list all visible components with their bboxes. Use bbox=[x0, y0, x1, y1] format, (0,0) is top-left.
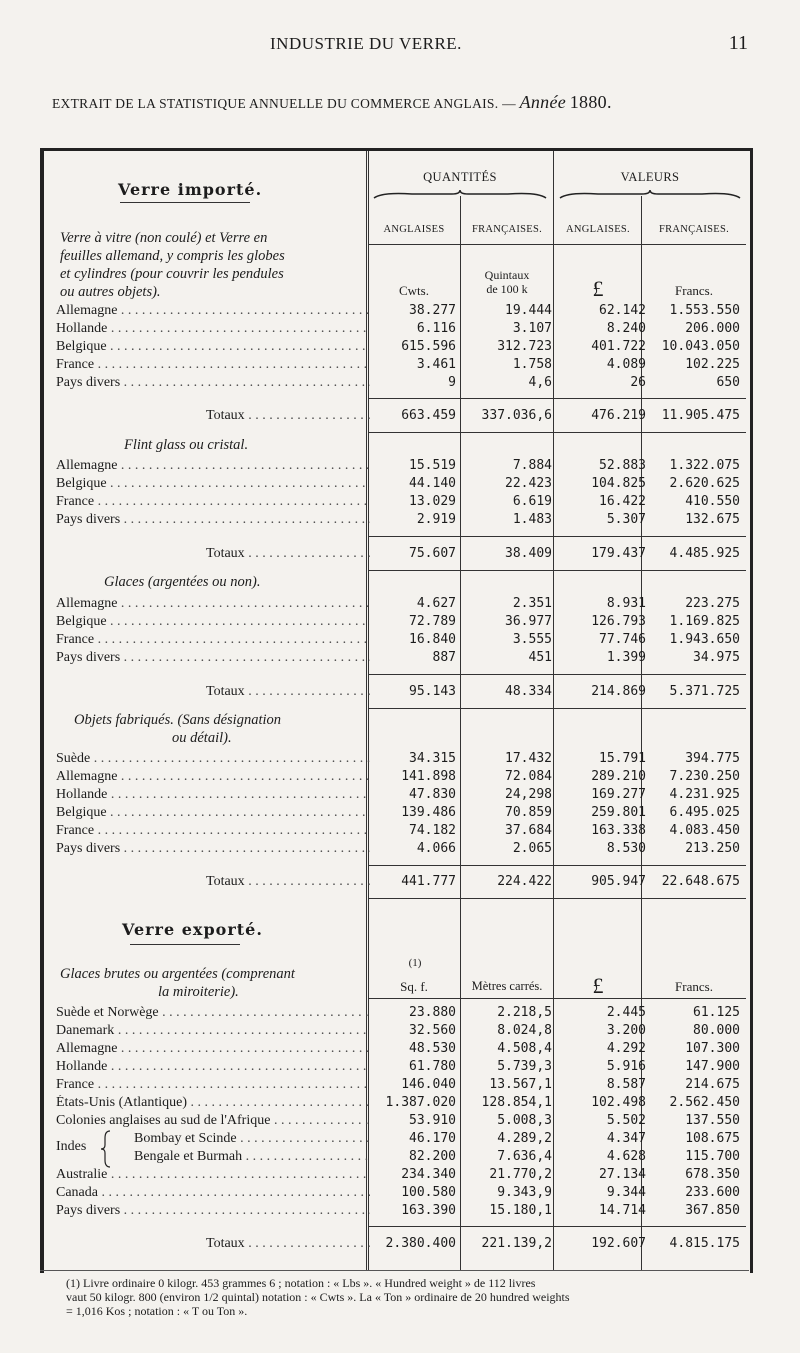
cell: 3.555 bbox=[512, 632, 552, 647]
cell: 77.746 bbox=[599, 632, 646, 647]
cell: 4.485.925 bbox=[669, 546, 740, 561]
cell: 1.758 bbox=[512, 357, 552, 372]
cell: 2.351 bbox=[512, 596, 552, 611]
row-label: Pays divers . . . bbox=[56, 512, 370, 528]
row-label: Hollande . . . bbox=[56, 787, 370, 803]
cell: 4.089 bbox=[606, 357, 646, 372]
cell: 5.502 bbox=[606, 1113, 646, 1128]
row-label: France . . . bbox=[56, 1077, 370, 1093]
total-label: Totaux . . . bbox=[206, 684, 370, 700]
table-row bbox=[56, 805, 746, 823]
cell: 615.596 bbox=[401, 339, 456, 354]
cell: 16.840 bbox=[409, 632, 456, 647]
total-rule bbox=[368, 865, 746, 866]
cell: 10.043.050 bbox=[661, 339, 740, 354]
subheader-francaises-valeurs: FRANÇAISES. bbox=[658, 224, 730, 235]
subheader-anglaises-valeurs: ANGLAISES. bbox=[566, 224, 630, 235]
cell: 15.519 bbox=[409, 458, 456, 473]
cell: 1.169.825 bbox=[669, 614, 740, 629]
table-row bbox=[56, 841, 746, 859]
cell: 27.134 bbox=[599, 1167, 646, 1182]
row-label: Danemark . . . bbox=[56, 1023, 370, 1039]
cell: 7.230.250 bbox=[669, 769, 740, 784]
cell: 367.850 bbox=[685, 1203, 740, 1218]
cell: 8.587 bbox=[606, 1077, 646, 1092]
table-row bbox=[56, 357, 746, 375]
table-caption bbox=[52, 92, 752, 113]
cell: 72.084 bbox=[505, 769, 552, 784]
cell: 146.040 bbox=[401, 1077, 456, 1092]
table-row bbox=[56, 321, 746, 339]
cell: 5.916 bbox=[606, 1059, 646, 1074]
table-row bbox=[56, 1167, 746, 1185]
total-label: Totaux . . . bbox=[206, 546, 370, 562]
unit-sq-feet: Sq. f. bbox=[400, 979, 428, 994]
total-row bbox=[56, 874, 746, 892]
row-label: Allemagne . . . bbox=[56, 458, 370, 474]
row-label: France . . . bbox=[56, 632, 370, 648]
row-label: Allemagne . . . bbox=[56, 1041, 370, 1057]
row-label: Belgique . . . bbox=[56, 476, 370, 492]
cell: 38.409 bbox=[505, 546, 552, 561]
table-row bbox=[56, 1041, 746, 1059]
table-row bbox=[56, 512, 746, 530]
cell: 44.140 bbox=[409, 476, 456, 491]
cell: 7.636,4 bbox=[497, 1149, 552, 1164]
cell: 394.775 bbox=[685, 751, 740, 766]
total-label: Totaux . . . bbox=[206, 1236, 370, 1252]
cell: 37.684 bbox=[505, 823, 552, 838]
cell: 1.943.650 bbox=[669, 632, 740, 647]
cell: 1.553.550 bbox=[669, 303, 740, 318]
indes-label: Indes bbox=[56, 1139, 87, 1154]
table-row bbox=[56, 1077, 746, 1095]
total-rule bbox=[368, 708, 746, 709]
unit-francs: Francs. bbox=[675, 979, 713, 994]
row-label: Colonies anglaises au sud de l'Afrique . . . bbox=[56, 1113, 370, 1129]
cell: 15.791 bbox=[599, 751, 646, 766]
cell: 21.770,2 bbox=[489, 1167, 552, 1182]
table-row bbox=[56, 375, 746, 393]
cell: 17.432 bbox=[505, 751, 552, 766]
cell: 163.390 bbox=[401, 1203, 456, 1218]
table-row bbox=[56, 339, 746, 357]
total-label: Totaux . . . bbox=[206, 408, 370, 424]
cell: 8.024,8 bbox=[497, 1023, 552, 1038]
cell: 451 bbox=[528, 650, 552, 665]
cell: 4.508,4 bbox=[497, 1041, 552, 1056]
cell: 53.910 bbox=[409, 1113, 456, 1128]
cell: 36.977 bbox=[505, 614, 552, 629]
cell: 289.210 bbox=[591, 769, 646, 784]
table-row bbox=[56, 769, 746, 787]
cell: 3.461 bbox=[416, 357, 456, 372]
total-rule bbox=[368, 898, 746, 899]
table-row bbox=[56, 1185, 746, 1203]
table-row bbox=[56, 823, 746, 841]
table-row bbox=[56, 787, 746, 805]
row-label: Australie . . . bbox=[56, 1167, 370, 1183]
brace-icon bbox=[100, 1130, 112, 1168]
footnote-line: (1) Livre ordinaire 0 kilogr. 453 grammes 6 ; notation : « Lbs ». « Hundred weight » de 112 livres bbox=[66, 1276, 536, 1290]
row-label: Hollande . . . bbox=[56, 321, 370, 337]
footnote-line: vaut 50 kilogr. 800 (environ 1/2 quintal) notation : « Cwts ». La « Ton » ordinaire de 20 hundred weights bbox=[66, 1290, 570, 1304]
header-rule bbox=[368, 244, 746, 245]
group-title: Flint glass ou cristal. bbox=[124, 437, 249, 453]
cell: 1.483 bbox=[512, 512, 552, 527]
cell: 104.825 bbox=[591, 476, 646, 491]
table-row bbox=[56, 632, 746, 650]
caption-year: 1880. bbox=[569, 92, 612, 112]
total-rule bbox=[368, 1226, 746, 1227]
cell: 905.947 bbox=[591, 874, 646, 889]
group-title: feuilles allemand, y compris les globes bbox=[60, 248, 285, 264]
cell: 206.000 bbox=[685, 321, 740, 336]
cell: 32.560 bbox=[409, 1023, 456, 1038]
cell: 126.793 bbox=[591, 614, 646, 629]
section-title-imported: Verre importé. bbox=[118, 180, 263, 199]
header-rule bbox=[368, 998, 746, 999]
cell: 4.627 bbox=[416, 596, 456, 611]
cell: 13.029 bbox=[409, 494, 456, 509]
caption-year-label: Année bbox=[519, 92, 567, 112]
cell: 9.344 bbox=[606, 1185, 646, 1200]
cell: 233.600 bbox=[685, 1185, 740, 1200]
cell: 2.065 bbox=[512, 841, 552, 856]
cell: 141.898 bbox=[401, 769, 456, 784]
cell: 337.036,6 bbox=[481, 408, 552, 423]
total-label: Totaux . . . bbox=[206, 874, 370, 890]
cell: 16.422 bbox=[599, 494, 646, 509]
cell: 75.607 bbox=[409, 546, 456, 561]
table-row bbox=[56, 494, 746, 512]
cell: 650 bbox=[716, 375, 740, 390]
cell: 34.315 bbox=[409, 751, 456, 766]
cell: 23.880 bbox=[409, 1005, 456, 1020]
cell: 9.343,9 bbox=[497, 1185, 552, 1200]
cell: 95.143 bbox=[409, 684, 456, 699]
row-label: Pays divers . . . bbox=[56, 1203, 370, 1219]
total-row bbox=[56, 408, 746, 426]
group-title: Verre à vitre (non coulé) et Verre en bbox=[60, 230, 268, 246]
unit-francs: Francs. bbox=[675, 283, 713, 298]
running-head bbox=[0, 34, 800, 58]
table-bottom-rule bbox=[40, 1270, 749, 1271]
cell: 72.789 bbox=[409, 614, 456, 629]
cell: 2.620.625 bbox=[669, 476, 740, 491]
cell: 1.387.020 bbox=[385, 1095, 456, 1110]
cell: 48.530 bbox=[409, 1041, 456, 1056]
row-label: France . . . bbox=[56, 357, 370, 373]
cell: 4.066 bbox=[416, 841, 456, 856]
cell: 663.459 bbox=[401, 408, 456, 423]
table-row bbox=[56, 1059, 746, 1077]
cell: 259.801 bbox=[591, 805, 646, 820]
group-title: ou détail). bbox=[172, 730, 232, 746]
cell: 410.550 bbox=[685, 494, 740, 509]
cell: 24,298 bbox=[505, 787, 552, 802]
cell: 5.008,3 bbox=[497, 1113, 552, 1128]
table-row bbox=[56, 1005, 746, 1023]
footnote-marker: (1) bbox=[408, 957, 422, 969]
cell: 9 bbox=[448, 375, 456, 390]
page-number: 11 bbox=[728, 32, 748, 54]
row-label: Allemagne . . . bbox=[56, 596, 370, 612]
total-row bbox=[56, 684, 746, 702]
cell: 82.200 bbox=[409, 1149, 456, 1164]
cell: 19.444 bbox=[505, 303, 552, 318]
row-label: France . . . bbox=[56, 823, 370, 839]
cell: 132.675 bbox=[685, 512, 740, 527]
cell: 8.530 bbox=[606, 841, 646, 856]
group-title: ou autres objets). bbox=[60, 284, 161, 300]
row-label: Pays divers . . . bbox=[56, 650, 370, 666]
row-label: Bengale et Burmah . . . bbox=[134, 1149, 370, 1165]
cell: 4.815.175 bbox=[669, 1236, 740, 1251]
cell: 7.884 bbox=[512, 458, 552, 473]
cell: 5.307 bbox=[606, 512, 646, 527]
cell: 2.380.400 bbox=[385, 1236, 456, 1251]
subheader-francaises-quantites: FRANÇAISES. bbox=[471, 224, 543, 235]
cell: 139.486 bbox=[401, 805, 456, 820]
cell: 163.338 bbox=[591, 823, 646, 838]
cell: 213.250 bbox=[685, 841, 740, 856]
cell: 223.275 bbox=[685, 596, 740, 611]
table-row bbox=[56, 1203, 746, 1221]
unit-cwts: Cwts. bbox=[399, 283, 429, 298]
row-label: Suède . . . bbox=[56, 751, 370, 767]
cell: 441.777 bbox=[401, 874, 456, 889]
cell: 4.231.925 bbox=[669, 787, 740, 802]
cell: 8.240 bbox=[606, 321, 646, 336]
cell: 5.739,3 bbox=[497, 1059, 552, 1074]
total-row bbox=[56, 546, 746, 564]
cell: 179.437 bbox=[591, 546, 646, 561]
cell: 115.700 bbox=[685, 1149, 740, 1164]
cell: 107.300 bbox=[685, 1041, 740, 1056]
row-label: Belgique . . . bbox=[56, 805, 370, 821]
title-underline bbox=[120, 202, 250, 203]
cell: 4.289,2 bbox=[497, 1131, 552, 1146]
cell: 2.562.450 bbox=[669, 1095, 740, 1110]
total-rule bbox=[368, 570, 746, 571]
cell: 100.580 bbox=[401, 1185, 456, 1200]
cell: 1.399 bbox=[606, 650, 646, 665]
subheader-anglaises-quantites: ANGLAISES bbox=[383, 224, 445, 235]
cell: 15.180,1 bbox=[489, 1203, 552, 1218]
cell: 887 bbox=[432, 650, 456, 665]
cell: 52.883 bbox=[599, 458, 646, 473]
running-title: INDUSTRIE DU VERRE. bbox=[270, 34, 462, 53]
cell: 3.107 bbox=[512, 321, 552, 336]
cell: 401.722 bbox=[591, 339, 646, 354]
row-label: Belgique . . . bbox=[56, 614, 370, 630]
cell: 6.619 bbox=[512, 494, 552, 509]
cell: 4.083.450 bbox=[669, 823, 740, 838]
table-row bbox=[56, 650, 746, 668]
table-row bbox=[134, 1131, 746, 1149]
cell: 128.854,1 bbox=[481, 1095, 552, 1110]
cell: 214.869 bbox=[591, 684, 646, 699]
cell: 234.340 bbox=[401, 1167, 456, 1182]
unit-quintaux-detail: de 100 k bbox=[486, 282, 528, 296]
cell: 48.334 bbox=[505, 684, 552, 699]
row-label: Suède et Norwège . . . bbox=[56, 1005, 370, 1021]
cell: 14.714 bbox=[599, 1203, 646, 1218]
row-label: Pays divers . . . bbox=[56, 375, 370, 391]
header-brace bbox=[558, 190, 742, 200]
cell: 13.567,1 bbox=[489, 1077, 552, 1092]
cell: 74.182 bbox=[409, 823, 456, 838]
cell: 137.550 bbox=[685, 1113, 740, 1128]
total-rule bbox=[368, 674, 746, 675]
row-label: Canada . . . bbox=[56, 1185, 370, 1201]
total-rule bbox=[368, 536, 746, 537]
cell: 46.170 bbox=[409, 1131, 456, 1146]
total-row bbox=[56, 1236, 746, 1254]
unit-quintaux: Quintaux bbox=[484, 268, 530, 282]
cell: 221.139,2 bbox=[481, 1236, 552, 1251]
unit-square-metres: Mètres carrés. bbox=[471, 979, 543, 993]
table-row bbox=[56, 1023, 746, 1041]
total-rule bbox=[368, 432, 746, 433]
cell: 4.628 bbox=[606, 1149, 646, 1164]
table-row bbox=[56, 751, 746, 769]
cell: 6.116 bbox=[416, 321, 456, 336]
group-title: et cylindres (pour couvrir les pendules bbox=[60, 266, 284, 282]
cell: 102.225 bbox=[685, 357, 740, 372]
row-label: Bombay et Scinde . . . bbox=[134, 1131, 370, 1147]
cell: 214.675 bbox=[685, 1077, 740, 1092]
row-label: Allemagne . . . bbox=[56, 769, 370, 785]
cell: 62.142 bbox=[599, 303, 646, 318]
table-row bbox=[56, 458, 746, 476]
cell: 61.125 bbox=[693, 1005, 740, 1020]
group-title: Objets fabriqués. (Sans désignation bbox=[74, 712, 282, 728]
footnote bbox=[66, 1276, 746, 1318]
caption-text: EXTRAIT DE LA STATISTIQUE ANNUELLE DU COMMERCE ANGLAIS. — bbox=[52, 96, 516, 111]
cell: 312.723 bbox=[497, 339, 552, 354]
cell: 147.900 bbox=[685, 1059, 740, 1074]
cell: 4.292 bbox=[606, 1041, 646, 1056]
group-title: Glaces brutes ou argentées (comprenant bbox=[60, 966, 295, 982]
cell: 11.905.475 bbox=[661, 408, 740, 423]
row-label: France . . . bbox=[56, 494, 370, 510]
cell: 38.277 bbox=[409, 303, 456, 318]
table-row bbox=[56, 1113, 746, 1131]
table-row bbox=[56, 303, 746, 321]
cell: 169.277 bbox=[591, 787, 646, 802]
cell: 70.859 bbox=[505, 805, 552, 820]
cell: 3.200 bbox=[606, 1023, 646, 1038]
cell: 2.218,5 bbox=[497, 1005, 552, 1020]
cell: 4.347 bbox=[606, 1131, 646, 1146]
cell: 4,6 bbox=[528, 375, 552, 390]
table-row bbox=[56, 476, 746, 494]
cell: 5.371.725 bbox=[669, 684, 740, 699]
cell: 224.422 bbox=[497, 874, 552, 889]
section-title-exported: Verre exporté. bbox=[122, 920, 263, 939]
cell: 1.322.075 bbox=[669, 458, 740, 473]
cell: 80.000 bbox=[693, 1023, 740, 1038]
cell: 47.830 bbox=[409, 787, 456, 802]
cell: 2.445 bbox=[606, 1005, 646, 1020]
cell: 22.648.675 bbox=[661, 874, 740, 889]
header-brace bbox=[372, 190, 548, 200]
group-title: Glaces (argentées ou non). bbox=[104, 574, 261, 590]
unit-pound: £ bbox=[592, 276, 604, 301]
table-row bbox=[134, 1149, 746, 1167]
cell: 26 bbox=[630, 375, 646, 390]
header-quantites: QUANTITÉS bbox=[423, 170, 497, 184]
cell: 61.780 bbox=[409, 1059, 456, 1074]
row-label: Belgique . . . bbox=[56, 339, 370, 355]
header-valeurs: VALEURS bbox=[620, 170, 680, 184]
row-label: Hollande . . . bbox=[56, 1059, 370, 1075]
cell: 2.919 bbox=[416, 512, 456, 527]
total-rule bbox=[368, 398, 746, 399]
cell: 34.975 bbox=[693, 650, 740, 665]
title-underline bbox=[130, 944, 240, 945]
cell: 22.423 bbox=[505, 476, 552, 491]
cell: 476.219 bbox=[591, 408, 646, 423]
row-label: Allemagne . . . bbox=[56, 303, 370, 319]
unit-pound: £ bbox=[592, 973, 604, 998]
cell: 6.495.025 bbox=[669, 805, 740, 820]
row-label: Pays divers . . . bbox=[56, 841, 370, 857]
cell: 108.675 bbox=[685, 1131, 740, 1146]
table-row bbox=[56, 1095, 746, 1113]
row-label: États-Unis (Atlantique) . . . bbox=[56, 1095, 370, 1111]
table-row bbox=[56, 596, 746, 614]
cell: 678.350 bbox=[685, 1167, 740, 1182]
group-title: la miroiterie). bbox=[158, 984, 239, 1000]
table-row bbox=[56, 614, 746, 632]
cell: 102.498 bbox=[591, 1095, 646, 1110]
cell: 8.931 bbox=[606, 596, 646, 611]
footnote-line: = 1,016 Kos ; notation : « T ou Ton ». bbox=[66, 1304, 248, 1318]
cell: 192.607 bbox=[591, 1236, 646, 1251]
